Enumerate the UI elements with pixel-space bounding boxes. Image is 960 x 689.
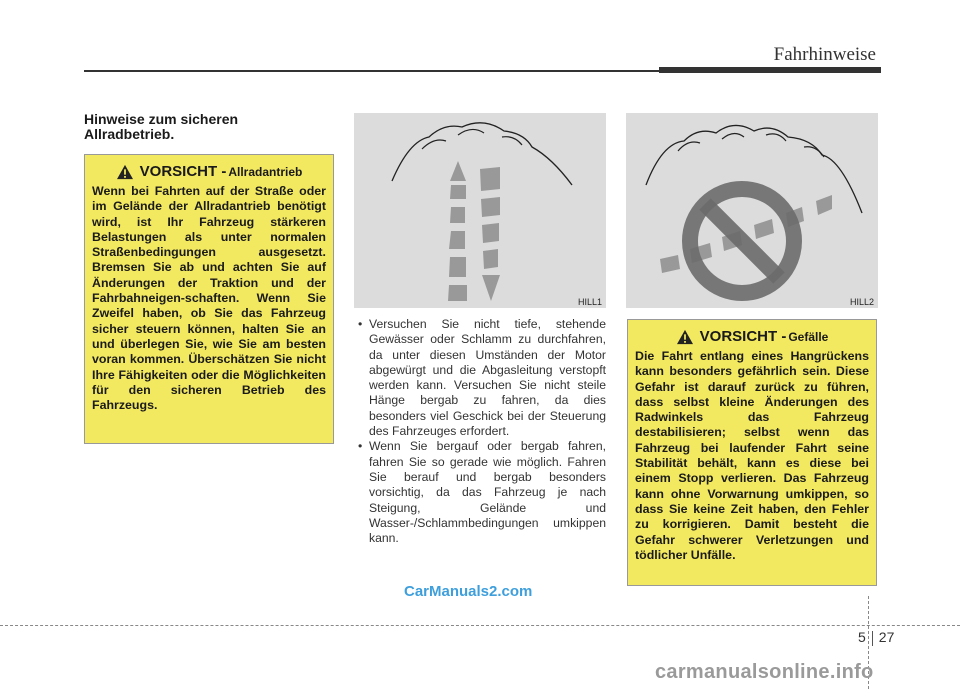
watermark-link[interactable]: CarManuals2.com (404, 583, 533, 600)
caution-title: VORSICHT - (699, 328, 787, 345)
bottom-watermark: carmanualsonline.info (655, 661, 874, 683)
caution-body: Die Fahrt entlang eines Hangrückens kann besonders gefährlich sein. Diese Gefahr ist darauf zurück zu führen, dass selbst kleine Änderungen des Radwinkels das Fahrzeug destabilisieren; selbst wenn das Fahrzeug bei laufender Fahrt seine Stabilität behält, kann es diese bei einem Stopp verlieren. Das Fahrzeug kann ohne Vorwarnung umkippen, so dass Sie keine Zeit haben, den Fehler zu korrigieren. Damit besteht die Gefahr schwerer Verletzungen und tödlicher Unfälle. (635, 349, 869, 562)
figure-label: HILL2 (849, 297, 874, 307)
bullet-item: • Wenn Sie bergauf oder bergab fahren, fahren Sie so gerade wie möglich. Fahren Sie berauf und bergab besonders vorsichtig, da das Fahrzeug je nach Steigung, Gelände und Wasser-/Schlammbedingungen umkippen kann. (354, 439, 606, 546)
warning-triangle-icon (116, 164, 134, 180)
caution-title: VORSICHT - (139, 163, 227, 180)
footer-rule (0, 625, 960, 626)
bullet-list (354, 317, 606, 546)
caution-header (635, 328, 869, 345)
caution-subtitle: Allradantrieb (228, 164, 303, 179)
caution-subtitle: Gefälle (788, 329, 829, 344)
section-number: 5 (858, 629, 866, 645)
hill-straight-illustration (354, 113, 606, 308)
header-rule-thin (84, 70, 659, 72)
page-number-value: 27 (878, 629, 895, 645)
warning-triangle-icon (676, 329, 694, 345)
figure-hill-straight (354, 113, 606, 308)
figure-label: HILL1 (577, 297, 602, 307)
figure-hill-traverse (626, 113, 878, 308)
section-heading: Hinweise zum sicheren Allradbetrieb. (84, 111, 239, 142)
caution-box-gefaelle (627, 319, 877, 586)
caution-header (92, 163, 326, 180)
header-rule-thick (659, 67, 881, 73)
page-number-separator (872, 631, 873, 646)
page-number (858, 629, 894, 646)
bullet-item: • Versuchen Sie nicht tiefe, stehende Gewässer oder Schlamm zu durchfahren, da unter diesen Umständen der Motor abgewürgt und die Abgasleitung verstopft werden kann. Versuchen Sie nicht steile Hänge bergab zu fahren, da dies besonders viel Geschick bei der Steuerung des Fahrzeuges erfordert. (354, 317, 606, 439)
caution-body: Wenn bei Fahrten auf der Straße oder im Gelände der Allradantrieb benötigt wird, ist Ihr Fahrzeug stärkeren Belastungen als unter normalen Straßenbedingungen ausgesetzt. Bremsen Sie ab und achten Sie auf Änderungen der Traktion und der Fahrbahneigen-schaften. Wenn Sie Zweifel haben, ob Sie das Fahrzeug sicher steuern können, halten Sie an und überlegen Sie, wie Sie am besten voran kommen. Überschätzen Sie nicht Ihre Fähigkeiten oder die Möglichkeiten für den sicheren Betrieb des Fahrzeugs. (92, 184, 326, 413)
page-header-title: Fahrhinweise (773, 44, 876, 65)
hill-traverse-illustration (626, 113, 878, 308)
caution-box-allradantrieb (84, 154, 334, 444)
